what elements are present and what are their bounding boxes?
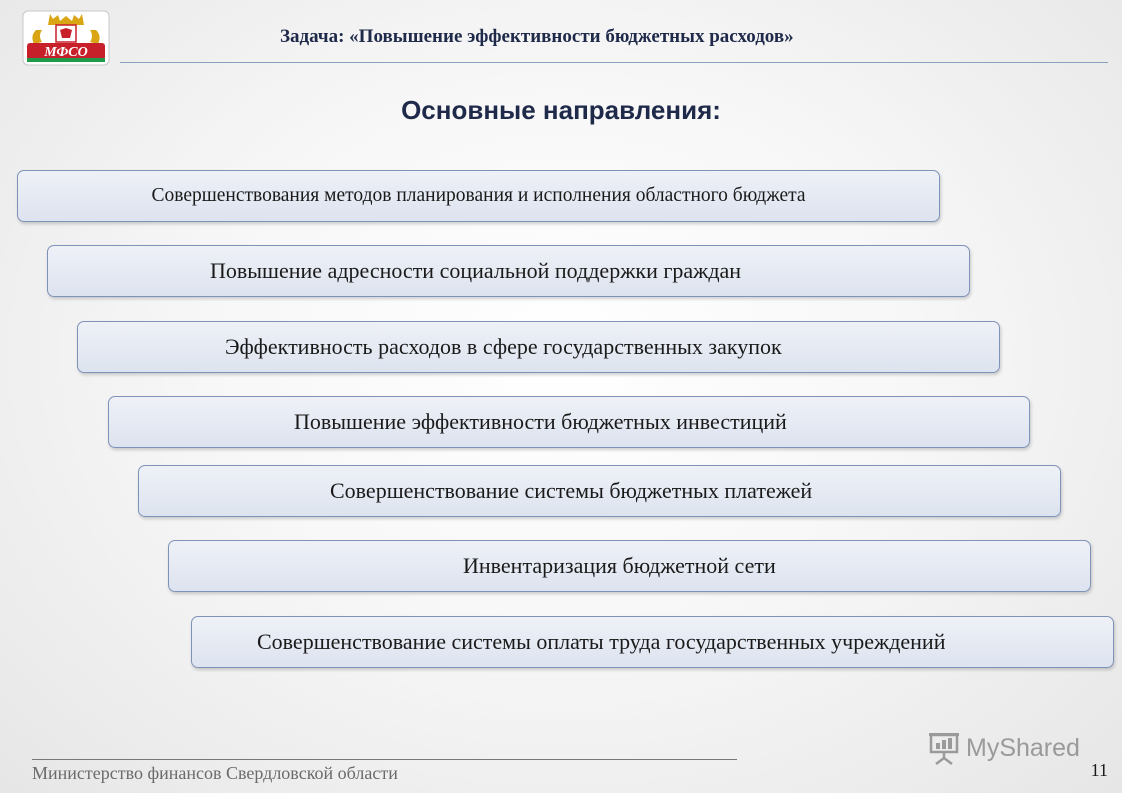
ministry-logo — [22, 10, 110, 66]
header-divider — [120, 62, 1108, 63]
page-number: 11 — [1090, 760, 1108, 780]
direction-label: Совершенствования методов планирования и исполнения областного бюджета — [151, 185, 806, 206]
direction-box — [191, 616, 1114, 668]
direction-label: Совершенствование системы бюджетных платежей — [330, 478, 813, 503]
direction-label: Повышение адресности социальной поддержки граждан — [210, 258, 742, 283]
direction-label: Инвентаризация бюджетной сети — [463, 553, 776, 578]
direction-box — [47, 245, 970, 297]
direction-box — [138, 465, 1061, 517]
coat-of-arms-icon — [22, 10, 110, 66]
presentation-icon — [928, 731, 960, 765]
watermark — [928, 730, 1080, 766]
direction-label: Совершенствование системы оплаты труда государственных учреждений — [257, 629, 946, 654]
footer-organization: Министерство финансов Свердловской области — [32, 763, 398, 783]
watermark-text: MyShared — [966, 733, 1080, 762]
direction-label: Повышение эффективности бюджетных инвестиций — [294, 409, 787, 434]
page-heading: Основные направления: — [401, 95, 721, 125]
footer-divider — [32, 759, 737, 760]
task-title: Задача: «Повышение эффективности бюджетных расходов» — [280, 26, 794, 47]
direction-box — [168, 540, 1091, 592]
direction-box — [108, 396, 1030, 448]
direction-label: Эффективность расходов в сфере государственных закупок — [225, 334, 782, 359]
logo-label: МФСО — [44, 45, 88, 60]
direction-box — [77, 321, 1000, 373]
direction-box — [17, 170, 940, 222]
